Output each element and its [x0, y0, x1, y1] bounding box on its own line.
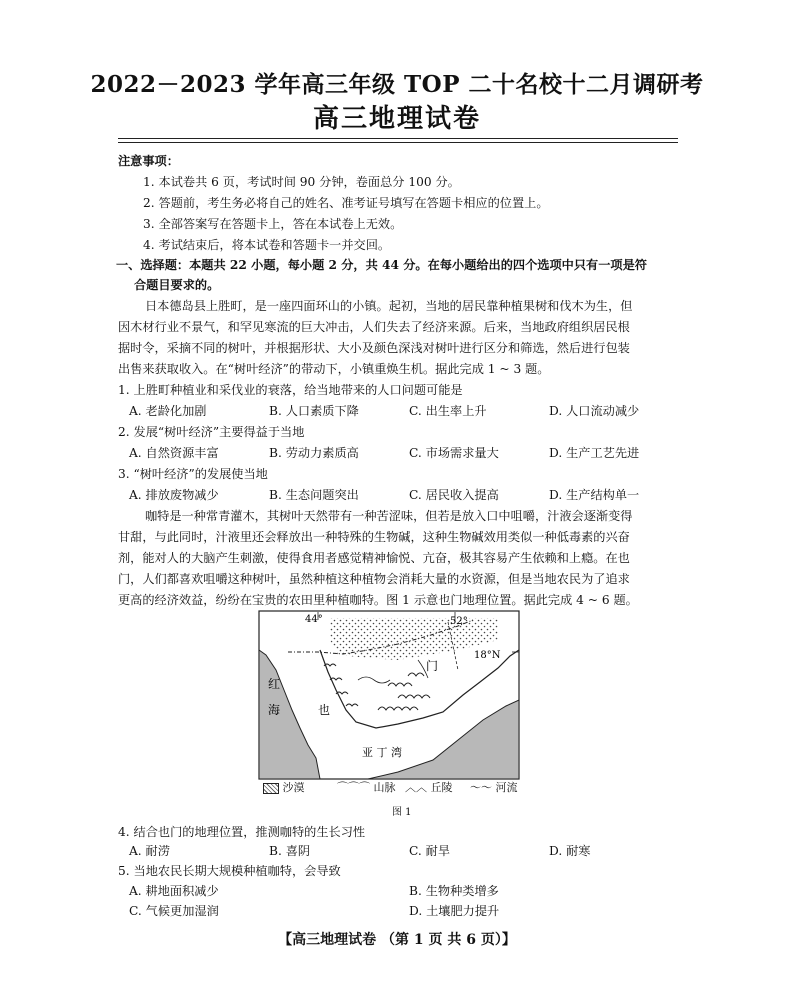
river-legend-icon: 〜〜 — [470, 781, 492, 794]
option: B. 生物种类增多 — [409, 884, 499, 898]
red-sea-label: 海 — [268, 703, 281, 717]
legend-label: 丘陵 — [430, 781, 453, 794]
legend-desert — [263, 779, 305, 795]
yemen-map — [258, 610, 520, 798]
longitude-label: 52° — [450, 616, 468, 627]
option: A. 老龄化加剧 — [129, 404, 207, 418]
option: A. 排放废物减少 — [129, 488, 219, 502]
option: A. 自然资源丰富 — [129, 446, 219, 460]
hill-legend-icon: ︿︿ — [405, 781, 427, 794]
option: D. 耐寒 — [549, 844, 591, 858]
option: B. 人口素质下降 — [269, 404, 359, 418]
legend-hill — [405, 779, 453, 795]
mountain-legend-icon: ⌒⌒⌒ — [337, 781, 370, 794]
option: C. 耐旱 — [409, 844, 451, 858]
exam-subject: 高三地理试卷 — [312, 104, 481, 134]
note-item: 3. 全部答案写在答题卡上，答在本试卷上无效。 — [143, 217, 403, 231]
passage-line: 甘甜，与此同时，汁液里还会释放出一种特殊的生物碱，这种生物碱效用类似一种低毒素的兴奋 — [118, 530, 630, 544]
question-stem: 5. 当地农民长期大规模种植咖特，会导致 — [118, 864, 341, 878]
passage-line: 出售来获取收入。在“树叶经济”的带动下，小镇重焕生机。据此完成 1 ~ 3 题。 — [118, 362, 550, 376]
page-footer: 【高三地理试卷 （第 1 页 共 6 页）】 — [278, 932, 516, 948]
legend-label: 山脉 — [373, 781, 396, 794]
figure-caption: 图 1 — [392, 807, 412, 818]
question-stem: 4. 结合也门的地理位置，推测咖特的生长习性 — [118, 825, 366, 839]
red-sea-label: 红 — [268, 677, 281, 691]
option: A. 耕地面积减少 — [129, 884, 219, 898]
passage-line: 门，人们都喜欢咀嚼这种树叶，虽然种植这种植物会消耗大量的水资源，但是当地农民为了追求 — [118, 572, 630, 586]
question-stem: 2. 发展“树叶经济”主要得益于当地 — [118, 425, 305, 439]
option: C. 出生率上升 — [409, 404, 487, 418]
yemen-label: 也 — [318, 703, 331, 717]
passage-line: 更高的经济效益，纷纷在宝贵的农田里种植咖特。图 1 示意也门地理位置。据此完成 4 ~ 6 题。 — [118, 593, 638, 607]
option: C. 市场需求量大 — [409, 446, 499, 460]
legend-label: 沙漠 — [282, 781, 305, 794]
exam-title: 2022－2023 学年高三年级 TOP 二十名校十二月调研考 — [90, 71, 704, 98]
option: D. 土壤肥力提升 — [409, 904, 500, 918]
note-item: 2. 答题前，考生务必将自己的姓名、准考证号填写在答题卡相应的位置上。 — [143, 196, 549, 210]
section-instruction-cont: 合题目要求的。 — [134, 278, 220, 292]
legend-label: 河流 — [495, 781, 518, 794]
option: B. 生态问题突出 — [269, 488, 359, 502]
passage-line: 日本德岛县上胜町，是一座四面环山的小镇。起初，当地的居民靠种植果树和伐木为生，但 — [145, 299, 633, 313]
notes-heading: 注意事项： — [118, 154, 179, 168]
passage-line: 因木材行业不景气，和罕见寒流的巨大冲击，人们失去了经济来源。后来，当地政府组织居民根 — [118, 320, 630, 334]
option: A. 耐涝 — [129, 844, 170, 858]
option: D. 人口流动减少 — [549, 404, 640, 418]
legend-mountain — [337, 779, 396, 795]
option: B. 劳动力素质高 — [269, 446, 359, 460]
passage-line: 咖特是一种常青灌木，其树叶天然带有一种苦涩味，但若是放入口中咀嚼，汁液会逐渐变得 — [145, 509, 633, 523]
option: D. 生产结构单一 — [549, 488, 640, 502]
longitude-label: 44° — [305, 614, 323, 625]
passage-line: 据时令，采摘不同的树叶，并根据形状、大小及颜色深浅对树叶进行区分和筛选，然后进行包装 — [118, 341, 630, 355]
option: B. 喜阴 — [269, 844, 311, 858]
option: C. 气候更加湿润 — [129, 904, 219, 918]
divider-bottom — [118, 142, 678, 143]
legend-river — [470, 779, 518, 795]
option: D. 生产工艺先进 — [549, 446, 640, 460]
question-stem: 1. 上胜町种植业和采伐业的衰落，给当地带来的人口问题可能是 — [118, 383, 463, 397]
gulf-of-aden-label: 亚 丁 湾 — [362, 746, 402, 759]
note-item: 4. 考试结束后，将本试卷和答题卡一并交回。 — [143, 238, 391, 252]
section-instruction: 一、选择题：本题共 22 小题，每小题 2 分，共 44 分。在每小题给出的四个选项中只有一项是符 — [116, 258, 647, 272]
desert-legend-icon — [263, 783, 279, 794]
question-stem: 3. “树叶经济”的发展使当地 — [118, 467, 268, 481]
note-item: 1. 本试卷共 6 页，考试时间 90 分钟，卷面总分 100 分。 — [143, 175, 460, 189]
passage-line: 剂，能对人的大脑产生刺激，使得食用者感觉精神愉悦、亢奋，极其容易产生依赖和上瘾。在也 — [118, 551, 630, 565]
option: C. 居民收入提高 — [409, 488, 499, 502]
latitude-label: 18°N — [474, 650, 501, 661]
divider-top — [118, 138, 678, 139]
yemen-label: 门 — [426, 659, 439, 673]
